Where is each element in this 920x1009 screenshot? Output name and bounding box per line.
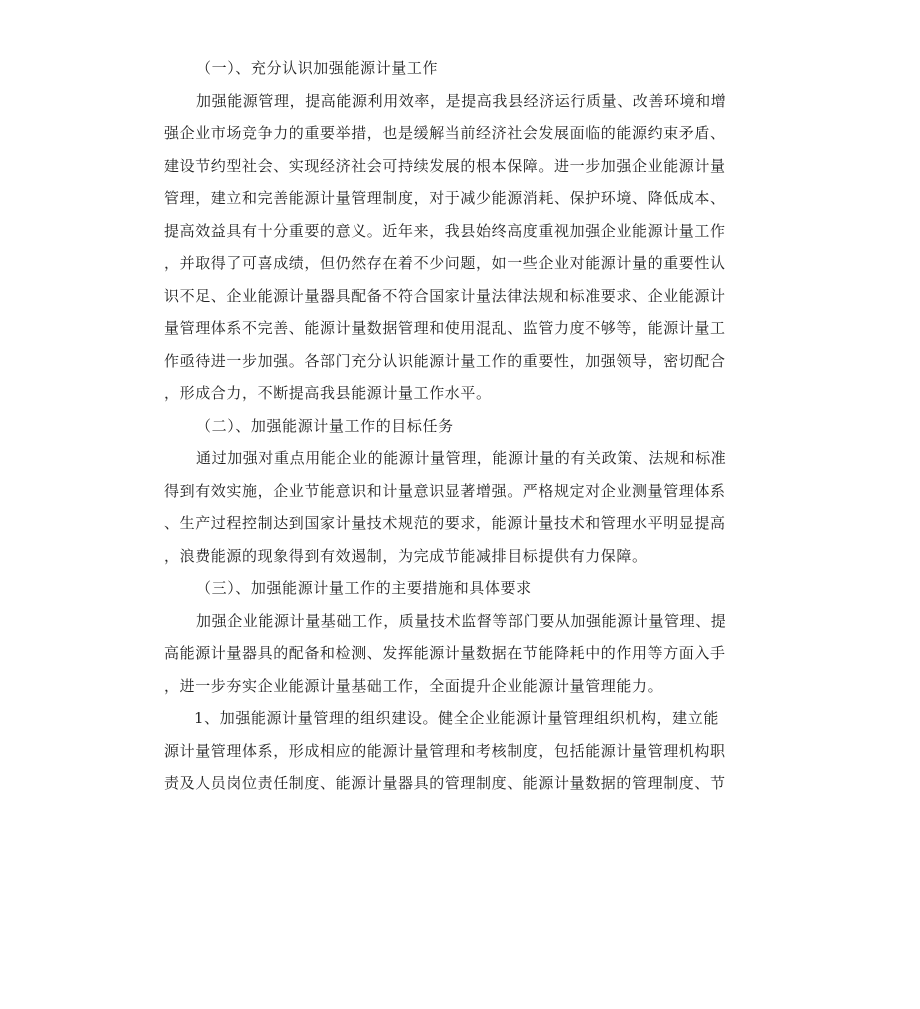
document-body: [164, 52, 760, 800]
paragraph-line: 管理，建立和完善能源计量管理制度，对于减少能源消耗、保护环境、降低成本、: [164, 189, 726, 207]
paragraph-line: 、生产过程控制达到国家计量技术规范的要求，能源计量技术和管理水平明显提高: [164, 514, 726, 532]
paragraph-line: 强企业市场竞争力的重要举措，也是缓解当前经济社会发展面临的能源约束矛盾、: [164, 124, 726, 142]
paragraph-line: 责及人员岗位责任制度、能源计量器具的管理制度、能源计量数据的管理制度、节: [164, 774, 726, 792]
paragraph-line: 作亟待进一步加强。各部门充分认识能源计量工作的重要性，加强领导，密切配合: [164, 351, 726, 370]
section-heading-1: （一）、充分认识加强能源计量工作: [196, 59, 439, 77]
paragraph-line: 加强企业能源计量基础工作，质量技术监督等部门要从加强能源计量管理、提: [196, 611, 727, 630]
paragraph-line: 高能源计量器具的配备和检测、发挥能源计量数据在节能降耗中的作用等方面入手: [164, 644, 726, 662]
paragraph-line: ，进一步夯实企业能源计量基础工作，全面提升企业能源计量管理能力。: [164, 676, 664, 695]
section-heading-2: （二）、加强能源计量工作的目标任务: [196, 416, 454, 435]
paragraph-line: 提高效益具有十分重要的意义。近年来，我县始终高度重视加强企业能源计量工作: [164, 221, 726, 240]
section-heading-3: （三）、加强能源计量工作的主要措施和具体要求: [196, 579, 532, 597]
numbered-item-line: 1、加强能源计量管理的组织建设。健全企业能源计量管理组织机构，建立能: [194, 709, 719, 727]
paragraph-line: 得到有效实施，企业节能意识和计量意识显著增强。严格规定对企业测量管理体系: [164, 481, 726, 500]
paragraph-line: ，并取得了可喜成绩，但仍然存在着不少问题，如一些企业对能源计量的重要性认: [164, 254, 726, 272]
paragraph-line: 加强能源管理，提高能源利用效率，是提高我县经济运行质量、改善环境和增: [196, 91, 727, 110]
paragraph-line: ，形成合力，不断提高我县能源计量工作水平。: [164, 384, 492, 402]
paragraph-line: 通过加强对重点用能企业的能源计量管理，能源计量的有关政策、法规和标准: [196, 449, 727, 467]
paragraph-line: 建设节约型社会、实现经济社会可持续发展的根本保障。进一步加强企业能源计量: [164, 156, 726, 175]
paragraph-line: 源计量管理体系，形成相应的能源计量管理和考核制度，包括能源计量管理机构职: [164, 741, 726, 760]
paragraph-line: 量管理体系不完善、能源计量数据管理和使用混乱、监管力度不够等，能源计量工: [164, 319, 726, 337]
paragraph-line: ，浪费能源的现象得到有效遏制，为完成节能减排目标提供有力保障。: [164, 546, 648, 565]
paragraph-line: 识不足、企业能源计量器具配备不符合国家计量法律法规和标准要求、企业能源计: [164, 286, 726, 305]
